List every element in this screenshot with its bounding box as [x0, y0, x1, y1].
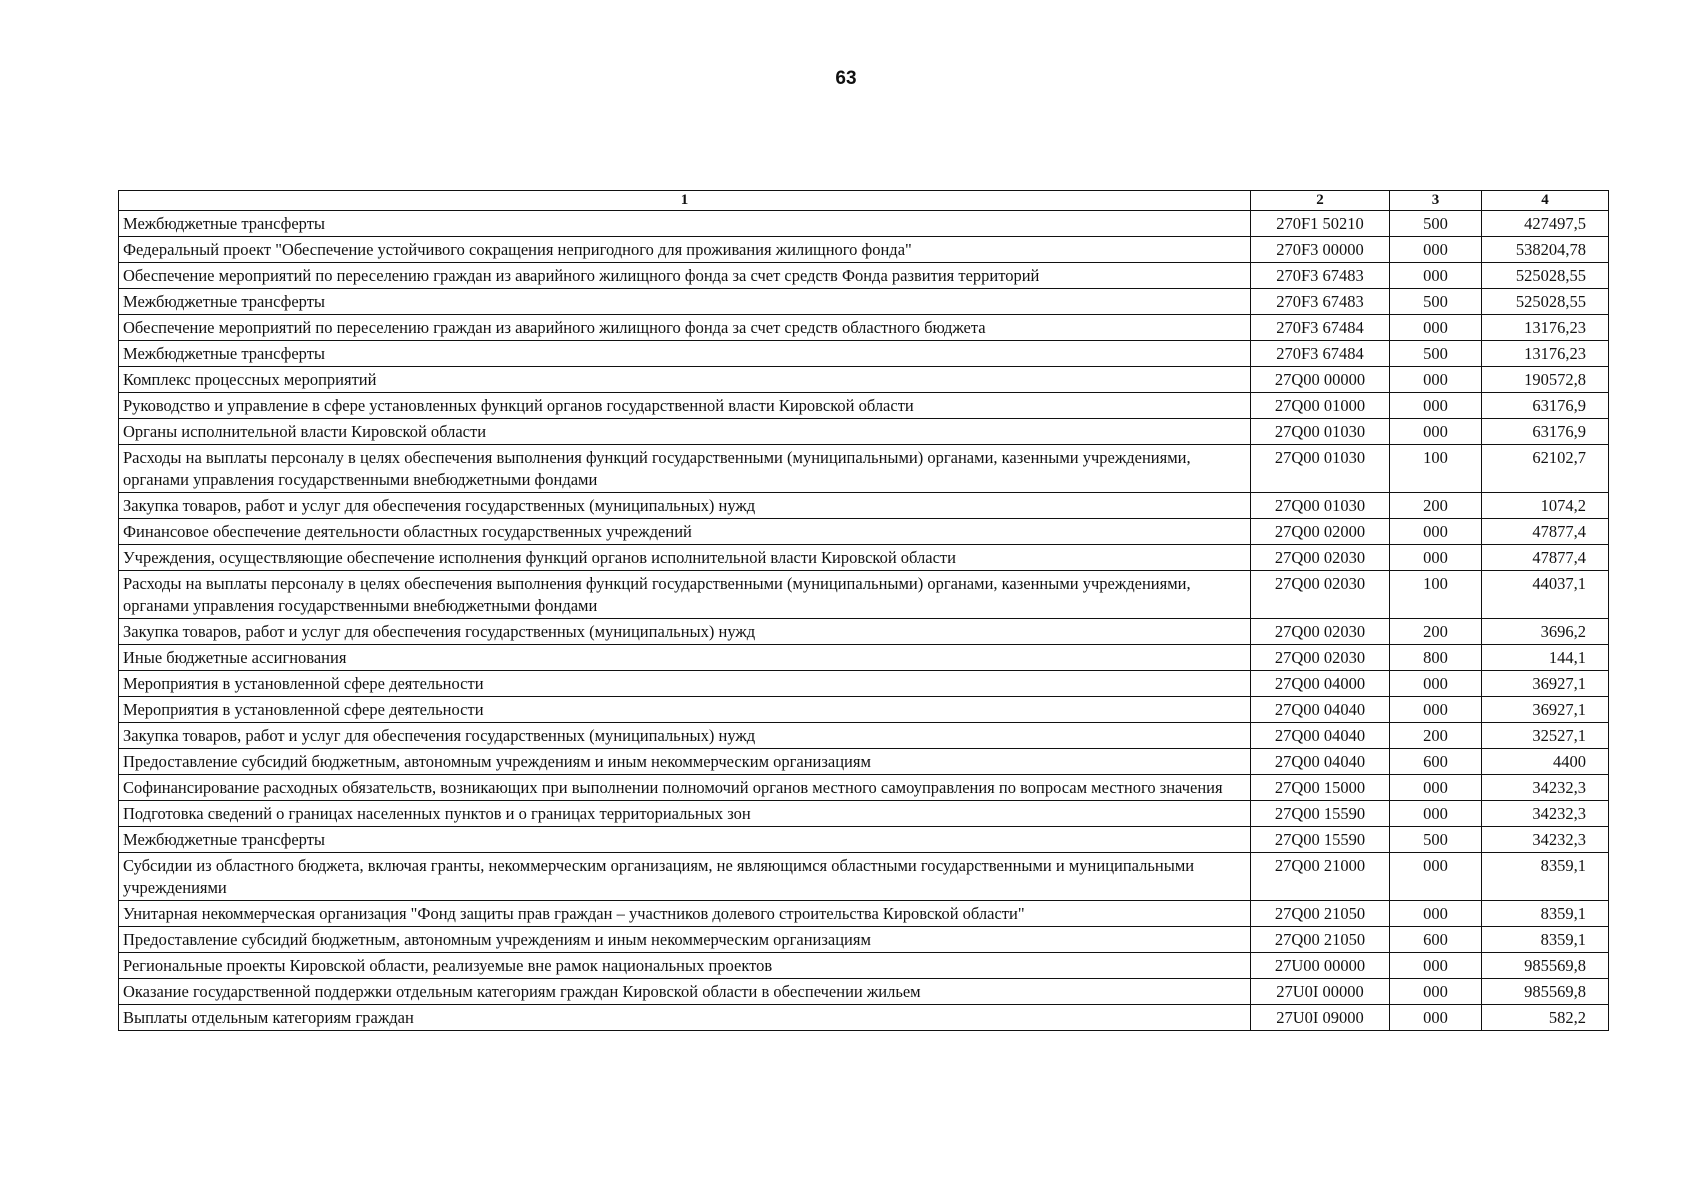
row-code: 270F3 67484 [1251, 341, 1390, 367]
column-header-3: 3 [1390, 191, 1482, 211]
table-row [119, 645, 1609, 671]
row-description: Межбюджетные трансферты [119, 341, 1251, 367]
row-code: 27Q00 15590 [1251, 801, 1390, 827]
row-type-code: 000 [1390, 315, 1482, 341]
table-row [119, 315, 1609, 341]
table-row [119, 263, 1609, 289]
row-description: Предоставление субсидий бюджетным, автономным учреждениям и иным некоммерческим организациям [119, 749, 1251, 775]
row-description: Расходы на выплаты персоналу в целях обеспечения выполнения функций государственными (муниципальными) органами, казенными учреждениями, органами управления государственными внебюджетными фондами [119, 571, 1251, 619]
row-amount: 144,1 [1482, 645, 1609, 671]
row-amount: 63176,9 [1482, 419, 1609, 445]
row-description: Обеспечение мероприятий по переселению граждан из аварийного жилищного фонда за счет средств областного бюджета [119, 315, 1251, 341]
row-amount: 63176,9 [1482, 393, 1609, 419]
table-row [119, 367, 1609, 393]
row-description: Предоставление субсидий бюджетным, автономным учреждениям и иным некоммерческим организациям [119, 927, 1251, 953]
table-row [119, 979, 1609, 1005]
row-type-code: 000 [1390, 367, 1482, 393]
row-type-code: 500 [1390, 341, 1482, 367]
table-row [119, 571, 1609, 619]
row-code: 27Q00 04040 [1251, 749, 1390, 775]
row-code: 27Q00 21050 [1251, 927, 1390, 953]
row-description: Мероприятия в установленной сфере деятельности [119, 671, 1251, 697]
row-description: Межбюджетные трансферты [119, 211, 1251, 237]
table-row [119, 953, 1609, 979]
table-row [119, 749, 1609, 775]
table-row [119, 901, 1609, 927]
row-type-code: 000 [1390, 545, 1482, 571]
row-description: Межбюджетные трансферты [119, 827, 1251, 853]
row-amount: 44037,1 [1482, 571, 1609, 619]
row-description: Комплекс процессных мероприятий [119, 367, 1251, 393]
table-row [119, 341, 1609, 367]
row-code: 27Q00 01000 [1251, 393, 1390, 419]
row-amount: 525028,55 [1482, 289, 1609, 315]
row-code: 27Q00 02030 [1251, 571, 1390, 619]
row-amount: 32527,1 [1482, 723, 1609, 749]
column-header-1: 1 [119, 191, 1251, 211]
row-description: Унитарная некоммерческая организация "Фонд защиты прав граждан – участников долевого строительства Кировской области" [119, 901, 1251, 927]
row-amount: 8359,1 [1482, 927, 1609, 953]
table-header-row [119, 191, 1609, 211]
table-row [119, 775, 1609, 801]
row-description: Учреждения, осуществляющие обеспечение исполнения функций органов исполнительной власти Кировской области [119, 545, 1251, 571]
row-code: 27U00 00000 [1251, 953, 1390, 979]
row-code: 270F3 00000 [1251, 237, 1390, 263]
row-amount: 985569,8 [1482, 953, 1609, 979]
row-amount: 34232,3 [1482, 801, 1609, 827]
row-description: Федеральный проект "Обеспечение устойчивого сокращения непригодного для проживания жилищного фонда" [119, 237, 1251, 263]
table-row [119, 827, 1609, 853]
row-amount: 3696,2 [1482, 619, 1609, 645]
row-code: 27Q00 02030 [1251, 545, 1390, 571]
row-code: 27Q00 01030 [1251, 445, 1390, 493]
table-row [119, 393, 1609, 419]
row-description: Выплаты отдельным категориям граждан [119, 1005, 1251, 1031]
table-row [119, 723, 1609, 749]
row-description: Мероприятия в установленной сфере деятельности [119, 697, 1251, 723]
row-description: Иные бюджетные ассигнования [119, 645, 1251, 671]
row-type-code: 000 [1390, 519, 1482, 545]
row-type-code: 200 [1390, 619, 1482, 645]
row-code: 27Q00 01030 [1251, 419, 1390, 445]
row-description: Расходы на выплаты персоналу в целях обеспечения выполнения функций государственными (муниципальными) органами, казенными учреждениями, органами управления государственными внебюджетными фондами [119, 445, 1251, 493]
row-code: 27Q00 02030 [1251, 645, 1390, 671]
row-type-code: 200 [1390, 493, 1482, 519]
budget-table [118, 190, 1609, 1031]
row-code: 27Q00 01030 [1251, 493, 1390, 519]
row-amount: 8359,1 [1482, 853, 1609, 901]
table-row [119, 211, 1609, 237]
column-header-2: 2 [1251, 191, 1390, 211]
table-row [119, 445, 1609, 493]
row-code: 270F3 67483 [1251, 263, 1390, 289]
table-row [119, 801, 1609, 827]
row-type-code: 000 [1390, 419, 1482, 445]
row-type-code: 000 [1390, 801, 1482, 827]
row-code: 27Q00 04000 [1251, 671, 1390, 697]
row-amount: 36927,1 [1482, 697, 1609, 723]
row-code: 27Q00 02030 [1251, 619, 1390, 645]
table-row [119, 853, 1609, 901]
row-description: Руководство и управление в сфере установленных функций органов государственной власти Кировской области [119, 393, 1251, 419]
row-type-code: 000 [1390, 775, 1482, 801]
row-type-code: 000 [1390, 979, 1482, 1005]
row-amount: 582,2 [1482, 1005, 1609, 1031]
table-row [119, 519, 1609, 545]
row-amount: 47877,4 [1482, 545, 1609, 571]
table-row [119, 493, 1609, 519]
row-amount: 62102,7 [1482, 445, 1609, 493]
row-type-code: 000 [1390, 671, 1482, 697]
row-description: Закупка товаров, работ и услуг для обеспечения государственных (муниципальных) нужд [119, 493, 1251, 519]
row-amount: 538204,78 [1482, 237, 1609, 263]
row-type-code: 500 [1390, 211, 1482, 237]
row-amount: 34232,3 [1482, 775, 1609, 801]
row-amount: 4400 [1482, 749, 1609, 775]
row-type-code: 600 [1390, 749, 1482, 775]
row-code: 27Q00 02000 [1251, 519, 1390, 545]
row-type-code: 000 [1390, 953, 1482, 979]
row-type-code: 000 [1390, 393, 1482, 419]
table-row [119, 289, 1609, 315]
row-type-code: 000 [1390, 263, 1482, 289]
row-amount: 36927,1 [1482, 671, 1609, 697]
row-type-code: 000 [1390, 901, 1482, 927]
row-code: 27Q00 15000 [1251, 775, 1390, 801]
row-code: 27U0I 09000 [1251, 1005, 1390, 1031]
row-code: 27Q00 00000 [1251, 367, 1390, 393]
row-code: 27Q00 04040 [1251, 723, 1390, 749]
row-type-code: 000 [1390, 237, 1482, 263]
row-code: 27Q00 15590 [1251, 827, 1390, 853]
row-amount: 1074,2 [1482, 493, 1609, 519]
row-type-code: 800 [1390, 645, 1482, 671]
row-description: Субсидии из областного бюджета, включая гранты, некоммерческим организациям, не являющимся областными государственными и муниципальными учреждениями [119, 853, 1251, 901]
row-amount: 47877,4 [1482, 519, 1609, 545]
row-type-code: 100 [1390, 571, 1482, 619]
row-description: Оказание государственной поддержки отдельным категориям граждан Кировской области в обеспечении жильем [119, 979, 1251, 1005]
row-type-code: 600 [1390, 927, 1482, 953]
row-type-code: 000 [1390, 697, 1482, 723]
row-amount: 8359,1 [1482, 901, 1609, 927]
row-code: 270F3 67484 [1251, 315, 1390, 341]
row-code: 27Q00 04040 [1251, 697, 1390, 723]
table-row [119, 237, 1609, 263]
row-type-code: 000 [1390, 853, 1482, 901]
row-type-code: 000 [1390, 1005, 1482, 1031]
table-body [119, 211, 1609, 1031]
row-description: Органы исполнительной власти Кировской области [119, 419, 1251, 445]
row-type-code: 100 [1390, 445, 1482, 493]
table-row [119, 419, 1609, 445]
page-number: 63 [835, 68, 857, 89]
table-row [119, 545, 1609, 571]
budget-table-container [118, 190, 1608, 1031]
row-code: 27Q00 21000 [1251, 853, 1390, 901]
row-amount: 34232,3 [1482, 827, 1609, 853]
row-description: Обеспечение мероприятий по переселению граждан из аварийного жилищного фонда за счет средств Фонда развития территорий [119, 263, 1251, 289]
row-description: Межбюджетные трансферты [119, 289, 1251, 315]
row-code: 27U0I 00000 [1251, 979, 1390, 1005]
row-code: 270F3 67483 [1251, 289, 1390, 315]
row-amount: 525028,55 [1482, 263, 1609, 289]
row-description: Закупка товаров, работ и услуг для обеспечения государственных (муниципальных) нужд [119, 723, 1251, 749]
row-code: 27Q00 21050 [1251, 901, 1390, 927]
table-row [119, 1005, 1609, 1031]
row-description: Софинансирование расходных обязательств, возникающих при выполнении полномочий органов местного самоуправления по вопросам местного значения [119, 775, 1251, 801]
row-description: Финансовое обеспечение деятельности областных государственных учреждений [119, 519, 1251, 545]
row-description: Подготовка сведений о границах населенных пунктов и о границах территориальных зон [119, 801, 1251, 827]
table-row [119, 697, 1609, 723]
row-description: Закупка товаров, работ и услуг для обеспечения государственных (муниципальных) нужд [119, 619, 1251, 645]
row-amount: 13176,23 [1482, 315, 1609, 341]
row-type-code: 200 [1390, 723, 1482, 749]
row-type-code: 500 [1390, 289, 1482, 315]
table-row [119, 619, 1609, 645]
row-amount: 13176,23 [1482, 341, 1609, 367]
table-row [119, 671, 1609, 697]
row-description: Региональные проекты Кировской области, реализуемые вне рамок национальных проектов [119, 953, 1251, 979]
row-amount: 985569,8 [1482, 979, 1609, 1005]
row-code: 270F1 50210 [1251, 211, 1390, 237]
table-row [119, 927, 1609, 953]
row-type-code: 500 [1390, 827, 1482, 853]
row-amount: 190572,8 [1482, 367, 1609, 393]
row-amount: 427497,5 [1482, 211, 1609, 237]
column-header-4: 4 [1482, 191, 1609, 211]
